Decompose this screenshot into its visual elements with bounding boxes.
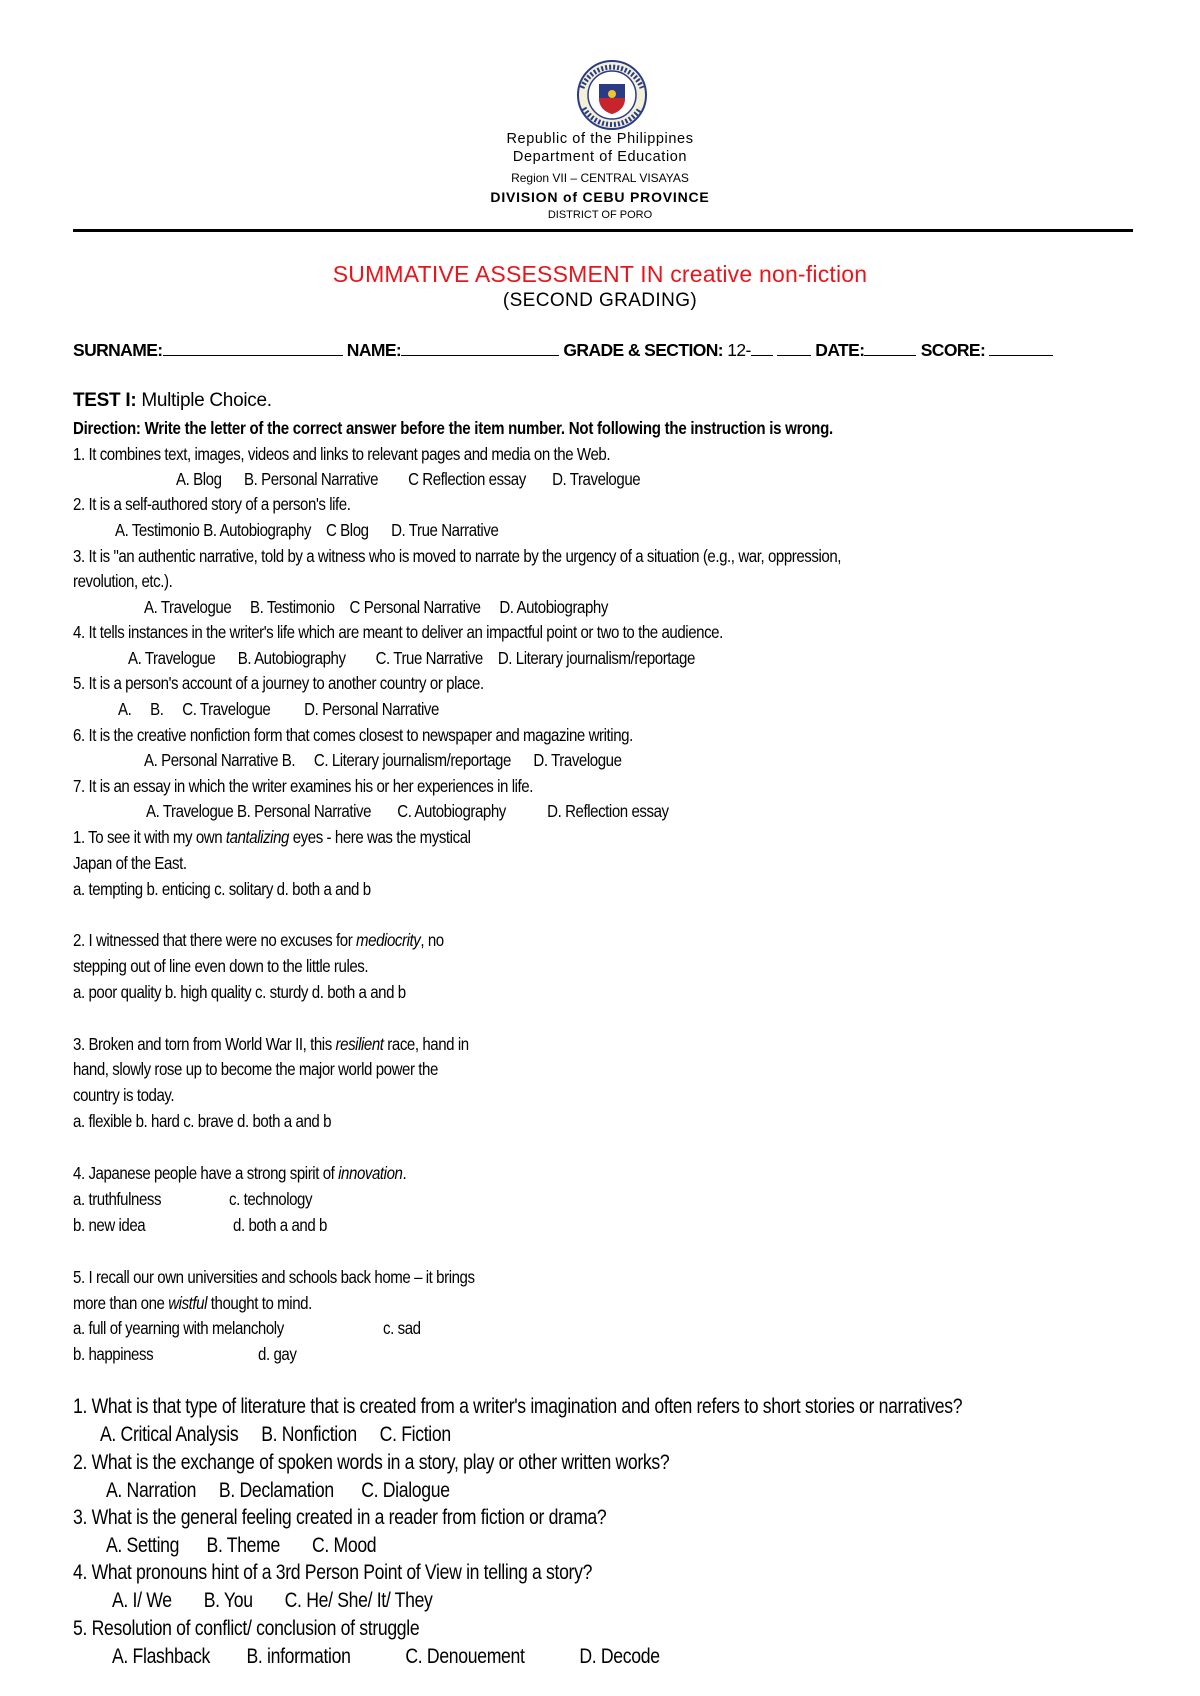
option: C. Literary journalism/reportage [313,750,511,770]
option: A. Narration [106,1479,197,1502]
question-c4: 4. What pronouns hint of a 3rd Person Point of View in telling a story? [73,1561,593,1584]
key-word: wistful [168,1293,208,1313]
question-b4 [73,1163,406,1184]
question-a4: 4. It tells instances in the writer's life which are meant to deliver an impactful point or two to the audience. [73,622,723,642]
option-b5-a: a. full of yearning with melancholy [73,1318,284,1338]
question-b5-cont [73,1293,312,1314]
question-text: 1. To see it with my own [73,827,226,847]
question-c5: 5. Resolution of conflict/ conclusion of struggle [73,1617,420,1640]
question-a2: 2. It is a self-authored story of a person's life. [73,494,351,514]
option-b4-c: c. technology [229,1189,313,1209]
options-b2: a. poor quality b. high quality c. sturdy d. both a and b [73,982,406,1002]
option: C. True Narrative [375,648,483,668]
option: A. I/ We [112,1589,172,1612]
question-b3-cont2: country is today. [73,1085,175,1105]
option-b4-b: b. new idea [73,1215,146,1235]
option: B. Nonfiction [261,1423,357,1446]
option: D. Reflection essay [547,801,669,821]
option: B. Personal Narrative [244,469,379,489]
option: D. Travelogue [533,750,622,770]
date-label: DATE: [815,340,865,360]
header-department: Department of Education [512,149,688,165]
option: B. information [246,1645,351,1668]
grade-value: 12- [727,340,751,360]
surname-label: SURNAME: [73,340,163,360]
options-b1: a. tempting b. enticing c. solitary d. both a and b [73,879,371,899]
page-title: SUMMATIVE ASSESSMENT IN creative non-fiction [332,261,868,287]
question-text: . [402,1163,407,1183]
question-b5: 5. I recall our own universities and schools back home – it brings [73,1267,475,1287]
option-b5-c: c. sad [383,1318,421,1338]
option: B. Autobiography [237,648,346,668]
score-field[interactable] [989,339,1053,356]
question-a6: 6. It is the creative nonfiction form that comes closest to newspaper and magazine writing. [73,725,633,745]
score-label: SCORE: [920,340,986,360]
options-a5 [118,699,439,720]
student-info-fields [73,339,1053,361]
question-c1: 1. What is that type of literature that is created from a writer's imagination and often refers to short stories or narratives? [73,1395,963,1418]
option: C. Mood [311,1534,377,1557]
direction-text: Direction: Write the letter of the correct answer before the item number. Not following the instruction is wrong. [73,418,833,438]
deped-seal-logo [566,58,658,132]
header-republic: Republic of the Philippines [506,131,694,147]
option: B. Testimonio [250,597,335,617]
header-district: DISTRICT OF PORO [547,209,653,221]
question-text: more than one [73,1293,169,1313]
question-text: 2. I witnessed that there were no excuses for [73,930,357,950]
option: A. Testimonio B. Autobiography [115,520,311,540]
key-word: tantalizing [225,827,289,847]
option: C. He/ She/ It/ They [284,1589,433,1612]
options-a7 [146,801,669,822]
question-b1 [73,827,471,848]
option: C. Dialogue [361,1479,450,1502]
options-c5 [112,1645,660,1669]
options-c4 [112,1589,433,1613]
question-b2-cont: stepping out of line even down to the little rules. [73,956,369,976]
option: A. [118,699,132,719]
options-a6 [144,750,622,771]
question-c3: 3. What is the general feeling created in a reader from fiction or drama? [73,1506,607,1529]
question-text: 4. Japanese people have a strong spirit of [73,1163,339,1183]
options-b3: a. flexible b. hard c. brave d. both a and b [73,1111,332,1131]
grade-section-label: GRADE & SECTION: [563,340,723,360]
option: A. Travelogue [144,597,232,617]
test-type: Multiple Choice. [141,390,272,411]
option: D. Decode [579,1645,660,1668]
test-heading [73,390,272,412]
option: C. Autobiography [397,801,506,821]
key-word: mediocrity [356,930,421,950]
option: B. [150,699,164,719]
options-c1 [100,1423,451,1447]
option: C Personal Narrative [349,597,481,617]
options-a3 [144,597,608,618]
question-a1: 1. It combines text, images, videos and links to relevant pages and media on the Web. [73,444,611,464]
option: A. Blog [176,469,222,489]
key-word: innovation [338,1163,403,1183]
header-rule [73,229,1133,232]
question-text: race, hand in [383,1034,469,1054]
grade-field[interactable] [751,339,773,356]
key-word: resilient [335,1034,384,1054]
options-c3 [106,1534,376,1558]
option-b5-d: d. gay [258,1344,297,1364]
surname-field[interactable] [163,339,343,356]
question-a3-cont: revolution, etc.). [73,571,173,591]
page-subtitle: (SECOND GRADING) [502,290,698,311]
option: D. Personal Narrative [304,699,439,719]
option: A. Personal Narrative B. [144,750,296,770]
option-b4-d: d. both a and b [233,1215,327,1235]
option-b4-a: a. truthfulness [73,1189,162,1209]
option: B. Theme [206,1534,280,1557]
question-b3 [73,1034,469,1055]
option: A. Travelogue B. Personal Narrative [146,801,372,821]
question-text: eyes - here was the mystical [288,827,471,847]
option: D. Literary journalism/reportage [497,648,695,668]
question-a5: 5. It is a person's account of a journey to another country or place. [73,673,484,693]
question-b1-cont: Japan of the East. [73,853,187,873]
options-a2 [115,520,498,541]
question-b3-cont: hand, slowly rose up to become the major world power the [73,1059,438,1079]
option: A. Critical Analysis [100,1423,239,1446]
option: C. Travelogue [182,699,271,719]
option: C. Denouement [405,1645,525,1668]
section-field[interactable] [777,339,811,356]
header-division: DIVISION of CEBU PROVINCE [490,189,710,205]
options-a1 [176,469,640,490]
header-region: Region VII – CENTRAL VISAYAS [511,171,689,185]
question-c2: 2. What is the exchange of spoken words in a story, play or other written works? [73,1451,670,1474]
name-label: NAME: [346,340,402,360]
question-a7: 7. It is an essay in which the writer examines his or her experiences in life. [73,776,533,796]
question-a3: 3. It is "an authentic narrative, told by a witness who is moved to narrate by the urgency of a situation (e.g., war, oppression, [73,546,842,566]
option: C Reflection essay [408,469,526,489]
question-b2 [73,930,444,951]
test-label: TEST I: [73,390,137,411]
question-text: 3. Broken and torn from World War II, this [73,1034,336,1054]
option: C Blog [325,520,369,540]
question-text: , no [420,930,444,950]
options-c2 [106,1479,450,1503]
option-b5-b: b. happiness [73,1344,154,1364]
option: B. Declamation [218,1479,334,1502]
option: C. Fiction [379,1423,451,1446]
option: A. Setting [106,1534,180,1557]
option: B. You [203,1589,253,1612]
option: A. Travelogue [128,648,216,668]
option: A. Flashback [112,1645,210,1668]
name-field[interactable] [401,339,559,356]
question-text: thought to mind. [207,1293,312,1313]
date-field[interactable] [864,339,916,356]
option: D. Travelogue [552,469,641,489]
option: D. Autobiography [499,597,608,617]
option: D. True Narrative [391,520,499,540]
options-a4 [128,648,695,669]
